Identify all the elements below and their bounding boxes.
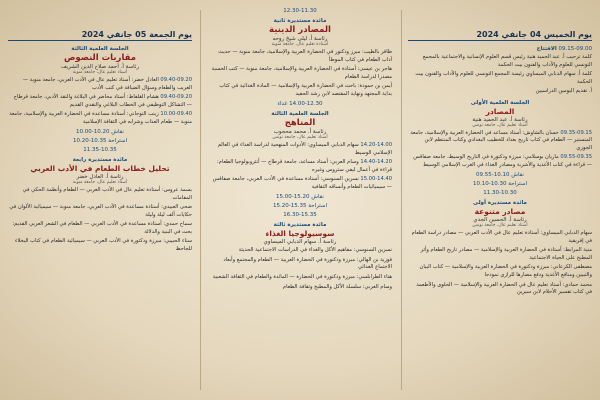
roundtable-chair-affiliation: أستاذة تعليم عال، جامعة منوبة: [271, 42, 329, 47]
roundtable-chair: رئاسة أ. العادل خضر: [76, 174, 124, 181]
talk-time: 09.40-09.20: [160, 77, 192, 83]
opening-label: الافتتاح: [536, 46, 557, 52]
talk-time: 14.20-14.00: [360, 142, 392, 149]
opening-speech: كلمة ترحيب أ. عبد الحميد هنية رئيس قسم العلوم الإنسانية والاجتماعية بالمجمع التونسي للعلوم والآداب والفنون بيت الحكمة: [422, 54, 592, 68]
session-chair: رئاسة أ. عبد الحميد هنية: [472, 116, 528, 123]
talk-item: نسرين السنوسي: مفاهيم الأكل والغذاء في الدراسات الاجتماعية الحديثة: [238, 247, 392, 254]
talk-item: ظافر بالطيب: مبرز ودكتور في الحضارة العربية والإسلامية، جامعة منوبة — حديث آداب الطعام في كتاب الموطأ: [218, 49, 392, 63]
session-title: الجلسة العلمية الأولى: [470, 99, 530, 106]
roundtable-chair: رئاسة أ. ليلى شيخ روحه: [272, 36, 328, 42]
talk-item: بسمة عروس: أستاذة تعليم عال في الأدب العربي — الطعام وأنظمة الحكي في المقامات: [22, 187, 192, 201]
opening-speech: كلمة أ. سهام الدبابي الميساوي رئيسة المجمع التونسي للعلوم والآداب والفنون بيت الحكمة: [415, 71, 592, 85]
roundtable-time: 11.30-10.30: [483, 190, 517, 197]
column-divider: [401, 10, 402, 390]
roundtable-time: 12.30-11.30: [283, 8, 317, 14]
talk-item: سهام الدبابي الميساوي: أستاذة تعليم عال في الأدب العربي — مصادر دراسة الطعام في إفريقية: [411, 230, 592, 244]
talk-item: [208, 159, 392, 174]
talk-item: هناء الطرابلسي: مبرزة ودكتورة في الحضارة — المائدة والطعام في الثقافة الشعبية: [212, 273, 392, 280]
talk-time: 09.35-09.15: [560, 129, 592, 136]
break-slot: استراحة 10.30-10.10: [473, 181, 527, 188]
talk-item: أيمن بن حمودة: باحث في الحضارة العربية والإسلامية — المادة الغذائية في كتاب بداية المجتهد ونهاية المقتصد لابن رشد الحفيد: [219, 83, 392, 97]
lunch-slot: 14.00-12.30 غداء: [277, 101, 323, 108]
roundtable-theme: مصادر متنوعة: [474, 207, 526, 217]
talk-text: وسام العربي: أستاذ مساعد، جامعة قرطاج — أنثروبولوجيا الطعام: قراءة في أعمال ليفي ستروس وغيره: [216, 159, 392, 173]
column-divider: [200, 10, 201, 390]
talk-item: [408, 154, 592, 169]
talk-time: 10.00-09.40: [160, 111, 192, 118]
session-title: الجلسة العلمية الثالثة: [271, 111, 329, 118]
roundtable-chair: رئاسة أ. الحسين الجدي: [473, 217, 527, 224]
talk-item: سماح حمدي: أستاذة مساعدة في الأدب العربي — الطعام في الشعر العربي القديم: بحث في البنية والدلالة: [12, 221, 192, 235]
talk-item: [208, 176, 392, 191]
talk-item: سناء الحبيبي: مبرزة ودكتورة في الأدب العربي — سيميائية الطعام في كتاب البخلاء للجاحظ: [15, 238, 192, 252]
talk-item: منية المرابط: أستاذة في الحضارة العربية والإسلامية — مصادر تاريخ الطعام وأثر المطبخ على الحياة الاجتماعية: [420, 247, 592, 261]
session-title: الجلسة العلمية الثالثة: [71, 46, 129, 52]
session-chair: رئاسة أ. محمد محجوب: [273, 129, 327, 136]
roundtable-chair-affiliation: أستاذ تعليم عال، جامعة منوبة: [72, 180, 128, 186]
talk-text: حسان بالشاوش: أستاذ مساعد في الحضارة العربية والإسلامية، جامعة المنستير — الطعام في كتاب تاريخ بغداد للخطيب البغدادي وكتاب المنتظم لابن الجوزي: [410, 129, 592, 151]
session-chair-affiliation: أستاذ تعليم عال، جامعة تونس: [472, 122, 528, 128]
talk-time: 09.40-09.20: [160, 94, 192, 101]
roundtable-chair-affiliation: أستاذ تعليم عال، جامعة تونس: [472, 223, 528, 229]
thursday-column: [404, 2, 596, 398]
talk-item: فوزية بن الهالي: مبرزة ودكتورة في الحضارة العربية — الطعام والمجتمع وأبعاد الاجتماع الغذائي: [223, 256, 392, 271]
talk-time: 14.40-14.20: [360, 159, 392, 166]
session-theme: مقاربات النصوص: [63, 53, 137, 63]
talk-text: زينب التوجاني: أستاذة مساعدة في الحضارة العربية والإسلامية، جامعة منوبة — طعام العذاب وشرابه في الثقافة الإسلامية: [9, 111, 192, 125]
roundtable-title: مائدة مستديرة أولى: [473, 200, 527, 207]
opening-row: [408, 46, 592, 52]
talk-item: [408, 130, 592, 153]
roundtable-title: مائدة مستديرة ثالثة: [273, 222, 327, 229]
talk-time: 09.55-09.35: [560, 154, 592, 161]
session-chair-affiliation: أستاذ تعليم عال، جامعة تونس: [272, 135, 328, 141]
talk-item: محمد حمادي: أستاذ تعليم عال في الحضارة العربية والإسلامية — الحلوى والأطعمة في كتاب تفسير الأحلام لابن سيرين: [416, 281, 592, 296]
talk-item: هاجر بن عيسى: أستاذة في الحضارة العربية والإسلامية، جامعة منوبة — كتب الحسبة مصدرا لدراسة الطعام: [211, 66, 392, 80]
talk-text: العادل خضر: أستاذ تعليم عال في الأدب العربي، جامعة منوبة — الغريب والطعام وسؤال الضيافة في كتب الأدب: [22, 77, 192, 91]
talk-text: نسرين السنوسي: أستاذة مساعدة في الأدب العربي، جامعة صفاقس — سيميائيات الطعام وأنساقه الثقافية: [212, 176, 392, 190]
talk-time: 15.00-14.40: [360, 176, 392, 183]
break-slot: استراحة 15.35-15.20: [273, 203, 327, 210]
talk-item: [8, 94, 192, 109]
talk-item: [8, 111, 192, 126]
friday-day-title: يوم الجمعة 05 جانفي 2024: [8, 30, 192, 41]
thursday-day-title: يوم الخميس 04 جانفي 2024: [408, 30, 592, 41]
opening-speech: أ. تقديم اليومين الدراسيين: [535, 88, 592, 95]
talk-item: مصطفى الكرعاني: مبرزة ودكتورة في الحضارة العربية والإسلامية — كتاب البيان والتبيين ومنافع الأغذية ودفع مضارها للرازي نموذجا: [419, 264, 592, 278]
session-theme: المناهج: [284, 118, 316, 129]
discussion-slot: نقاش 15.20-15.00: [276, 194, 324, 201]
roundtable-chair: رئاسة أ. سهام الدبابي الميساوي: [263, 239, 337, 246]
roundtable-theme: سوسيولوجيا الغذاء: [265, 229, 335, 239]
discussion-slot: نقاش 10.10-09.55: [476, 172, 524, 179]
talk-item: ضحى العبيدي: أستاذة مساعدة في الأدب العربي، جامعة منوبة — سيميائية الألوان في حكايات ألف ليلة وليلة: [9, 204, 192, 218]
friday-column: [4, 2, 196, 398]
session-chair-affiliation: أستاذ تعليم عال، جامعة منوبة: [72, 70, 128, 75]
roundtable-title: مائدة مستديرة رابعة: [72, 157, 128, 164]
roundtable-theme: المصادر الدينية: [269, 25, 331, 35]
talk-text: ماريان بوسلامي: مبرزة ودكتورة في التاريخ الوسيط، جامعة صفاقس — قراءة في كتاب الأغذية والأشربة ومصادر الغذاء في الغرب الإسلامي الوسيط: [413, 154, 592, 168]
discussion-slot: نقاش 10.20-10.00: [76, 129, 124, 136]
roundtable-theme: تحليل خطاب الطعام في الأدب العربي: [30, 164, 170, 174]
talk-text: سهام الدبابي الميساوي: الأدوات المنهجية لدراسة الغذاء في العالم الإسلامي الوسيط: [217, 142, 392, 156]
session-chair: رئاسة أ. أحمد صلاح الدين الشريف: [60, 64, 140, 70]
roundtable-time: 16.30-15.35: [283, 212, 317, 219]
talk-text: هشام القلفاط: أستاذ محاضر في البلاغة والنقد الأدبي، جامعة قرطاج — التشاكل التوظيفي في الخطاب البلاغي والنقدي القديم: [13, 94, 192, 108]
roundtable-time: 11.35-10.35: [83, 147, 117, 154]
thursday-continued-column: [204, 2, 396, 398]
opening-time: 09.15-09.00: [558, 46, 592, 52]
talk-item: وسام العربي: سلسلة الأكل والمطبخ وثقافة الطعام: [282, 283, 392, 290]
talk-item: [8, 77, 192, 92]
talk-item: [208, 142, 392, 157]
session-theme: المصادر: [485, 106, 515, 116]
break-slot: استراحة 10.35-10.20: [73, 138, 127, 145]
roundtable-title: مائدة مستديرة ثانية: [273, 18, 327, 24]
